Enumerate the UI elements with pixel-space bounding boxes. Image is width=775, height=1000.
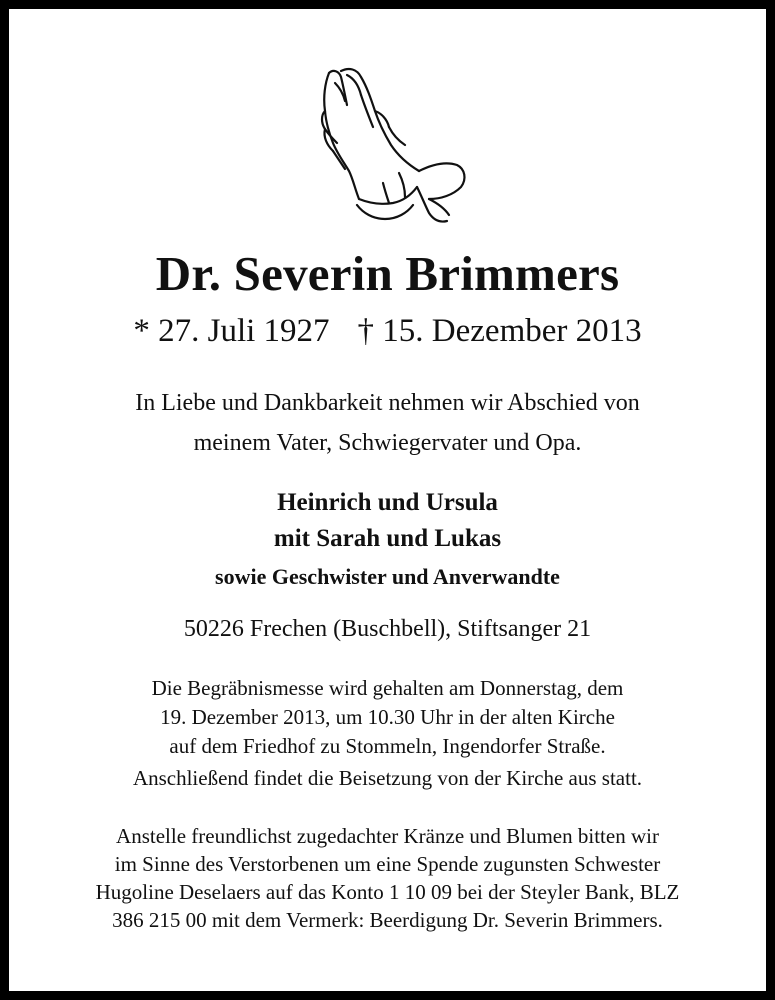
service-line: Die Begräbnismesse wird gehalten am Donnerstag, dem [151,676,624,700]
donation-line: Anstelle freundlichst zugedachter Kränze und Blumen bitten wir [116,824,659,848]
death-date: † 15. Dezember 2013 [357,313,642,349]
family-names [9,485,766,557]
praying-hands-icon [299,53,479,228]
address: 50226 Frechen (Buschbell), Stiftsanger 21 [183,616,592,642]
farewell-line: In Liebe und Dankbarkeit nehmen wir Abschied von [135,390,640,416]
donation-line: Hugoline Deselaers auf das Konto 1 10 09 bei der Steyler Bank, BLZ [95,880,680,904]
service-line: auf dem Friedhof zu Stommeln, Ingendorfer Straße. [169,734,606,758]
life-dates [9,313,766,350]
farewell-text [9,383,766,463]
service-line: 19. Dezember 2013, um 10.30 Uhr in der alten Kirche [160,705,615,729]
obituary-notice [9,9,766,991]
relatives-line: sowie Geschwister und Anverwandte [215,564,560,589]
donation-line: im Sinne des Verstorbenen um eine Spende zugunsten Schwester [114,852,661,876]
farewell-line: meinem Vater, Schwiegervater und Opa. [193,430,582,456]
service-line: Anschließend findet die Beisetzung von der Kirche aus statt. [132,766,643,790]
birth-date: * 27. Juli 1927 [133,313,330,349]
deceased-name: Dr. Severin Brimmers [155,246,620,301]
donation-line: 386 215 00 mit dem Vermerk: Beerdigung Dr. Severin Brimmers. [112,908,663,932]
donation-text [9,822,766,934]
family-line: Heinrich und Ursula [277,489,498,516]
funeral-service-text [9,674,766,793]
family-line: mit Sarah und Lukas [273,525,502,552]
